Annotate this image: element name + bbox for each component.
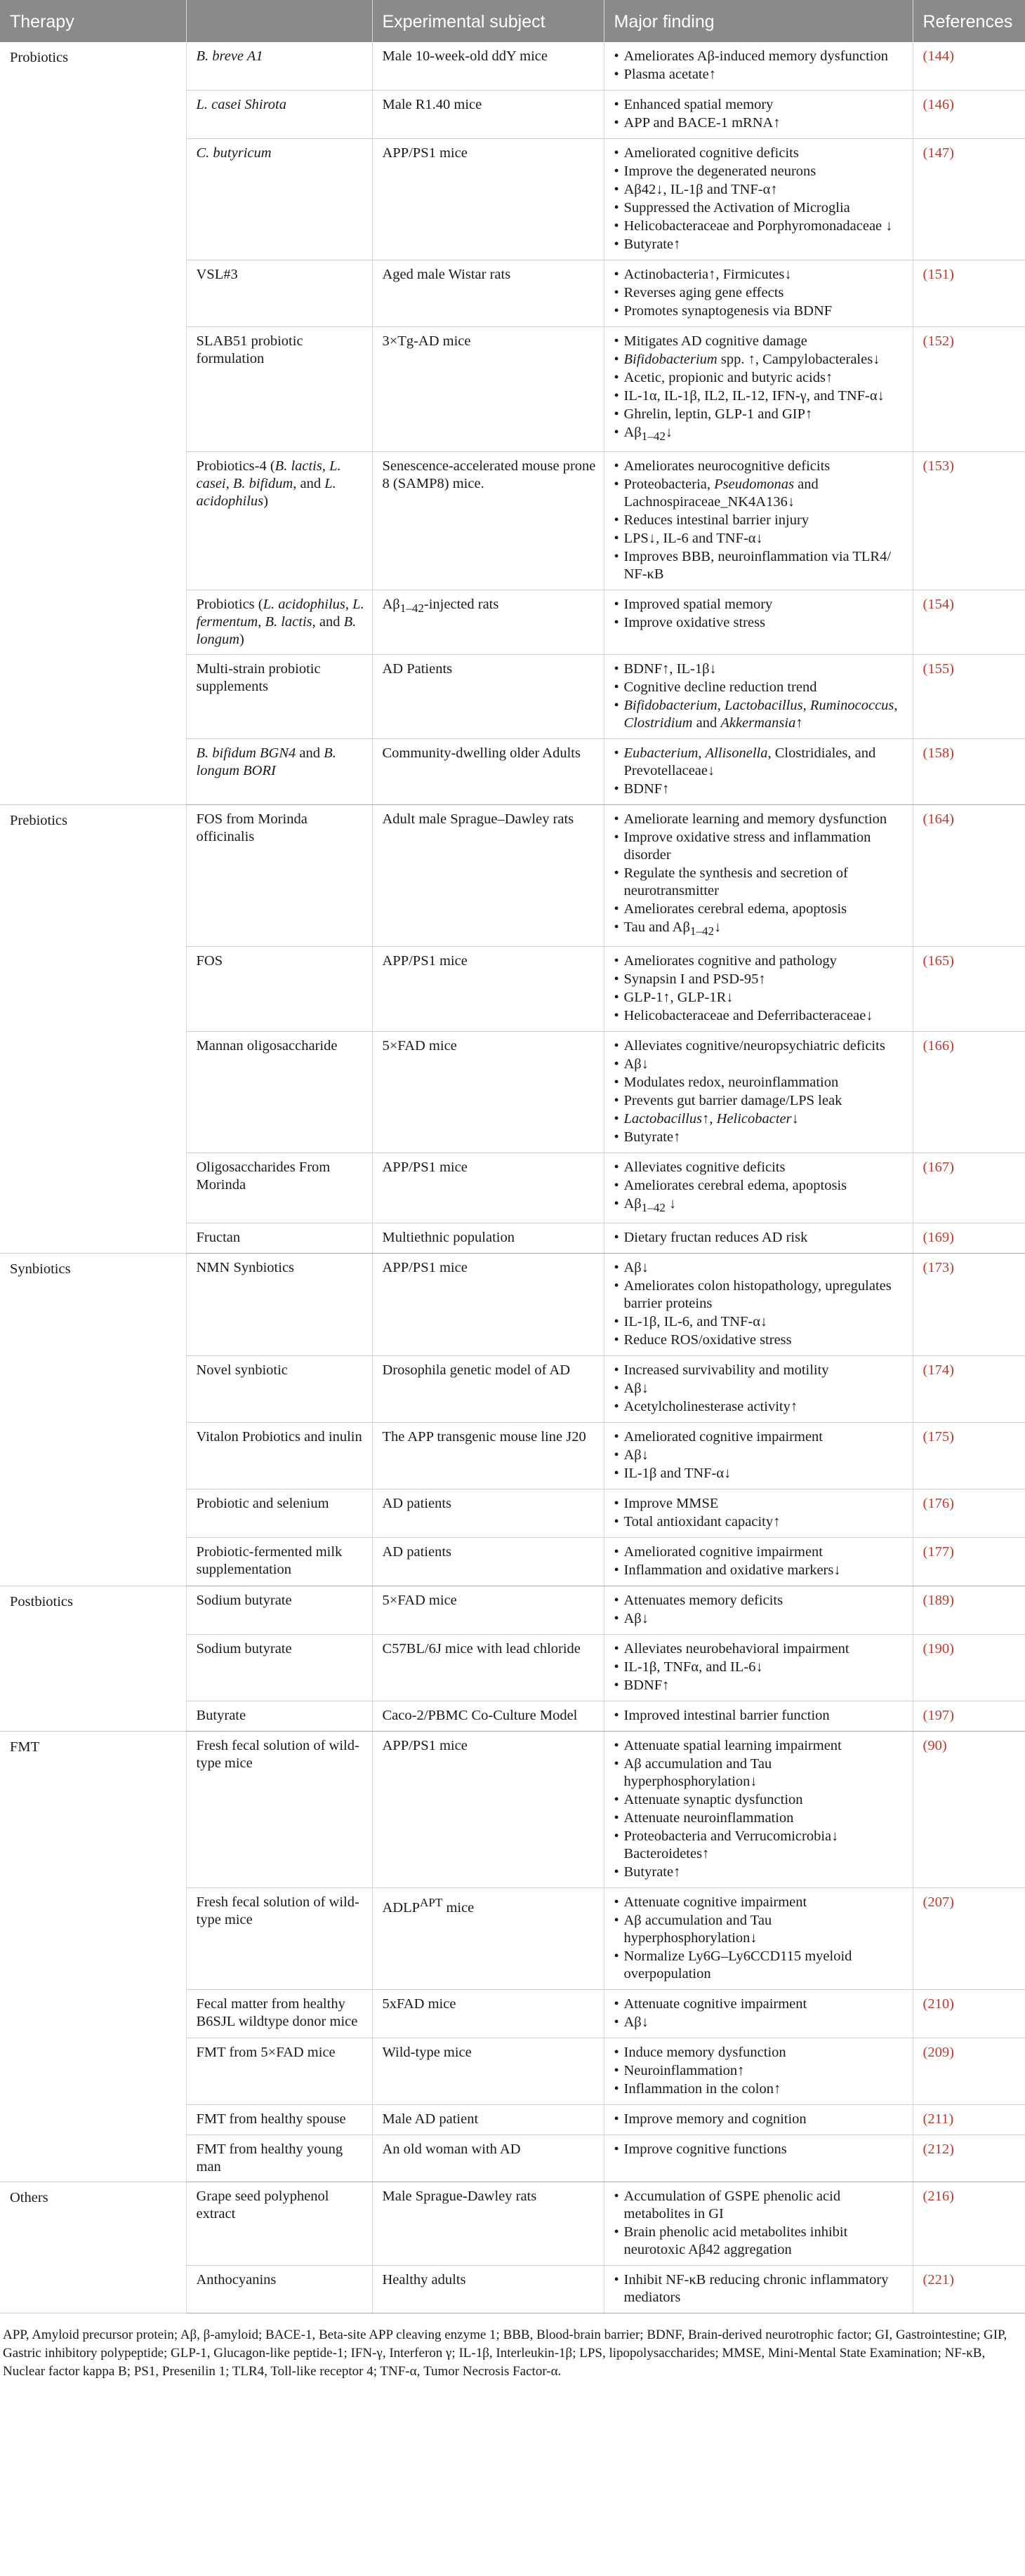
finding-item: • Improve oxidative stress — [614, 614, 906, 632]
finding-item: • Bifidobacterium spp. ↑, Campylobacterales↓ — [614, 351, 906, 369]
subject-cell: Male AD patient — [372, 2105, 604, 2135]
finding-list — [614, 2141, 906, 2158]
finding-item: • Butyrate↑ — [614, 1129, 906, 1146]
finding-item: • Ameliorate learning and memory dysfunction — [614, 811, 906, 828]
finding-item: • Ameliorates colon histopathology, upregulates barrier proteins — [614, 1277, 906, 1313]
finding-cell — [604, 1701, 913, 1732]
finding-item: • Attenuate cognitive impairment — [614, 1894, 906, 1911]
finding-cell — [604, 2038, 913, 2105]
agent-cell: L. casei Shirota — [186, 91, 372, 139]
therapy-cell: Others — [0, 2182, 186, 2313]
finding-item: • APP and BACE-1 mRNA↑ — [614, 114, 906, 132]
agent-cell: Fresh fecal solution of wild-type mice — [186, 1732, 372, 1888]
finding-list — [614, 745, 906, 798]
reference-link[interactable]: (173) — [922, 1260, 954, 1276]
reference-cell — [913, 260, 1025, 327]
reference-link[interactable]: (197) — [922, 1708, 954, 1724]
reference-cell — [913, 739, 1025, 805]
table-row — [0, 1732, 1025, 1888]
reference-link[interactable]: (167) — [922, 1160, 954, 1176]
finding-cell — [604, 327, 913, 452]
finding-cell — [604, 260, 913, 327]
subject-cell: APP/PS1 mice — [372, 1254, 604, 1356]
reference-cell — [913, 91, 1025, 139]
finding-cell — [604, 1586, 913, 1635]
reference-cell — [913, 2182, 1025, 2266]
finding-list — [614, 1159, 906, 1216]
subject-cell: Drosophila genetic model of AD — [372, 1356, 604, 1423]
finding-cell — [604, 1732, 913, 1888]
finding-cell — [604, 1489, 913, 1538]
agent-cell: Probiotics-4 (B. lactis, L. casei, B. bifidum, and L. acidophilus) — [186, 452, 372, 590]
finding-item: • IL-1β, TNFα, and IL-6↓ — [614, 1659, 906, 1676]
finding-item: • Aβ42↓, IL-1β and TNF-α↑ — [614, 181, 906, 199]
finding-item: • Plasma acetate↑ — [614, 66, 906, 84]
finding-item: • Helicobacteraceae and Deferribacteraceae↓ — [614, 1007, 906, 1025]
finding-item: • Modulates redox, neuroinflammation — [614, 1074, 906, 1091]
subject-cell: 3×Tg-AD mice — [372, 327, 604, 452]
finding-item: • Actinobacteria↑, Firmicutes↓ — [614, 266, 906, 284]
finding-item: • Cognitive decline reduction trend — [614, 679, 906, 696]
finding-item: • $A\beta_{1-42}↓$ — [614, 424, 906, 445]
finding-cell — [604, 1356, 913, 1423]
finding-item: • Suppressed the Activation of Microglia — [614, 199, 906, 217]
reference-link[interactable]: (153) — [922, 458, 954, 474]
reference-link[interactable]: (216) — [922, 2189, 954, 2205]
table-row — [0, 1254, 1025, 1356]
finding-item: • Ameliorates neurocognitive deficits — [614, 458, 906, 475]
finding-list — [614, 1362, 906, 1416]
finding-item: • Ghrelin, leptin, GLP-1 and GIP↑ — [614, 406, 906, 423]
subject-cell: AD patients — [372, 1538, 604, 1586]
agent-cell: FOS from Morinda officinalis — [186, 805, 372, 947]
table-body — [0, 42, 1025, 2313]
finding-item: • Mitigates AD cognitive damage — [614, 333, 906, 350]
finding-item: • Induce memory dysfunction — [614, 2044, 906, 2062]
header-subject: Experimental subject — [372, 0, 604, 42]
agent-cell: Probiotic-fermented milk supplementation — [186, 1538, 372, 1586]
finding-item: • Attenuate cognitive impairment — [614, 1996, 906, 2013]
finding-item: • IL-1β and TNF-α↓ — [614, 1465, 906, 1482]
finding-item: • $A\beta_{1-42}$ ↓ — [614, 1195, 906, 1216]
finding-item: • Improved spatial memory — [614, 596, 906, 613]
finding-cell — [604, 139, 913, 260]
header-references: References — [913, 0, 1025, 42]
reference-cell — [913, 1356, 1025, 1423]
finding-list — [614, 1259, 906, 1349]
finding-item: • Attenuate synaptic dysfunction — [614, 1791, 906, 1809]
finding-cell — [604, 1423, 913, 1489]
finding-item: • Ameliorates cognitive and pathology — [614, 952, 906, 970]
agent-cell: Probiotics (L. acidophilus, L. fermentum, B. lactis, and B. longum) — [186, 590, 372, 655]
finding-item: • Regulate the synthesis and secretion of neurotransmitter — [614, 865, 906, 900]
finding-item: • Alleviates cognitive deficits — [614, 1159, 906, 1176]
finding-item: • Butyrate↑ — [614, 1864, 906, 1881]
reference-cell — [913, 1732, 1025, 1888]
agent-cell: Fresh fecal solution of wild-type mice — [186, 1888, 372, 1990]
subject-cell: Senescence-accelerated mouse prone 8 (SAMP8) mice. — [372, 452, 604, 590]
finding-item: • Alleviates neurobehavioral impairment — [614, 1640, 906, 1658]
finding-item: • Acetylcholinesterase activity↑ — [614, 1398, 906, 1416]
reference-cell — [913, 42, 1025, 91]
finding-item: • Dietary fructan reduces AD risk — [614, 1229, 906, 1247]
reference-cell — [913, 805, 1025, 947]
header-agent — [186, 0, 372, 42]
reference-cell — [913, 947, 1025, 1032]
finding-item: • Tau and $A\beta_{1-42}↓$ — [614, 919, 906, 940]
reference-link[interactable]: (144) — [922, 48, 954, 64]
finding-item: • Improve memory and cognition — [614, 2111, 906, 2128]
finding-item: • Ameliorates cerebral edema, apoptosis — [614, 1177, 906, 1195]
finding-cell — [604, 1990, 913, 2038]
finding-item: • Increased survivability and motility — [614, 1362, 906, 1379]
finding-cell — [604, 2266, 913, 2313]
finding-list — [614, 1037, 906, 1146]
therapy-cell: Postbiotics — [0, 1586, 186, 1732]
finding-item: • Enhanced spatial memory — [614, 96, 906, 114]
agent-cell: NMN Synbiotics — [186, 1254, 372, 1356]
agent-cell: C. butyricum — [186, 139, 372, 260]
reference-link[interactable]: (189) — [922, 1593, 954, 1609]
agent-cell: FMT from 5×FAD mice — [186, 2038, 372, 2105]
table-footnote: APP, Amyloid precursor protein; Aβ, β-amyloid; BACE-1, Beta-site APP cleaving enzyme 1; BBB, Blood-brain barrier; BDNF, Brain-derived neurotrophic factor; GI, Gastrointestine; GIP, Gastric inhibitory polypeptide; GLP-1, Glucagon-like peptide-1; IFN-γ, Interferon γ; IL-1β, Interleukin-1β; LPS, lipopolysaccharides; MMSE, Mini-Mental State Examination; NF-κB, Nuclear factor kappa B; PS1, Presenilin 1; TLR4, Toll-like receptor 4; TNF-α, Tumor Necrosis Factor-α. — [3, 2328, 1007, 2379]
finding-cell — [604, 1635, 913, 1701]
reference-link[interactable]: (151) — [922, 267, 954, 282]
finding-list — [614, 1495, 906, 1531]
finding-item: • Aβ↓ — [614, 1447, 906, 1464]
finding-item: • Aβ↓ — [614, 1380, 906, 1397]
reference-cell — [913, 139, 1025, 260]
finding-list — [614, 1996, 906, 2031]
finding-item: • Ameliorates Aβ-induced memory dysfunction — [614, 48, 906, 65]
finding-item: • Eubacterium, Allisonella, Clostridiales, and Prevotellaceae↓ — [614, 745, 906, 780]
finding-cell — [604, 2182, 913, 2266]
finding-item: • Attenuates memory deficits — [614, 1592, 906, 1609]
agent-cell: Mannan oligosaccharide — [186, 1032, 372, 1153]
reference-link[interactable]: (169) — [922, 1230, 954, 1246]
finding-list — [614, 1428, 906, 1482]
agent-cell: Grape seed polyphenol extract — [186, 2182, 372, 2266]
finding-list — [614, 2044, 906, 2098]
finding-item: • Normalize Ly6G–Ly6CCD115 myeloid overpopulation — [614, 1948, 906, 1983]
finding-list — [614, 458, 906, 583]
subject-cell: C57BL/6J mice with lead chloride — [372, 1635, 604, 1701]
reference-cell — [913, 2135, 1025, 2182]
finding-list — [614, 266, 906, 320]
finding-cell — [604, 91, 913, 139]
reference-cell — [913, 2105, 1025, 2135]
finding-list — [614, 1894, 906, 1983]
subject-cell: APP/PS1 mice — [372, 139, 604, 260]
finding-list — [614, 952, 906, 1025]
reference-link[interactable]: (221) — [922, 2272, 954, 2288]
reference-cell — [913, 2038, 1025, 2105]
subject-cell: $ADLP^{APT}$ mice — [372, 1888, 604, 1990]
finding-list — [614, 2188, 906, 2259]
table-row — [0, 42, 1025, 91]
finding-item: • Ameliorated cognitive impairment — [614, 1428, 906, 1446]
finding-item: • Butyrate↑ — [614, 236, 906, 253]
finding-item: • Aβ↓ — [614, 2014, 906, 2031]
reference-link[interactable]: (174) — [922, 1362, 954, 1379]
reference-link[interactable]: (164) — [922, 811, 954, 828]
finding-item: • Improves BBB, neuroinflammation via TLR4/ NF-κB — [614, 548, 906, 583]
agent-cell: SLAB51 probiotic formulation — [186, 327, 372, 452]
subject-cell: Multiethnic population — [372, 1223, 604, 1254]
finding-list — [614, 1737, 906, 1881]
agent-cell: Fecal matter from healthy B6SJL wildtype donor mice — [186, 1990, 372, 2038]
agent-cell: Vitalon Probiotics and inulin — [186, 1423, 372, 1489]
reference-cell — [913, 1701, 1025, 1732]
finding-item: • Promotes synaptogenesis via BDNF — [614, 303, 906, 320]
finding-cell — [604, 739, 913, 805]
reference-cell — [913, 590, 1025, 655]
subject-cell: An old woman with AD — [372, 2135, 604, 2182]
subject-cell: 5xFAD mice — [372, 1990, 604, 2038]
reference-link[interactable]: (175) — [922, 1429, 954, 1445]
finding-item: • IL-1β, IL-6, and TNF-α↓ — [614, 1313, 906, 1331]
agent-cell: VSL#3 — [186, 260, 372, 327]
finding-item: • Attenuate spatial learning impairment — [614, 1737, 906, 1755]
finding-item: • Prevents gut barrier damage/LPS leak — [614, 1092, 906, 1110]
agent-cell: Probiotic and selenium — [186, 1489, 372, 1538]
header-finding: Major finding — [604, 0, 913, 42]
finding-item: • Improve the degenerated neurons — [614, 163, 906, 180]
reference-cell — [913, 1888, 1025, 1990]
reference-cell — [913, 1586, 1025, 1635]
reference-link[interactable]: (155) — [922, 661, 954, 677]
finding-item: • Bifidobacterium, Lactobacillus, Ruminococcus, Clostridium and Akkermansia↑ — [614, 697, 906, 732]
finding-item: • IL-1α, IL-1β, IL2, IL-12, IFN-γ, and TNF-α↓ — [614, 387, 906, 405]
finding-cell — [604, 1032, 913, 1153]
finding-item: • Lactobacillus↑, Helicobacter↓ — [614, 1110, 906, 1128]
finding-list — [614, 1543, 906, 1579]
finding-item: • Improved intestinal barrier function — [614, 1707, 906, 1725]
finding-list — [614, 2271, 906, 2306]
finding-item: • Reduce ROS/oxidative stress — [614, 1332, 906, 1349]
agent-cell: Novel synbiotic — [186, 1356, 372, 1423]
subject-cell: Caco-2/PBMC Co-Culture Model — [372, 1701, 604, 1732]
subject-cell: AD Patients — [372, 655, 604, 739]
finding-item: • Attenuate neuroinflammation — [614, 1810, 906, 1827]
subject-cell: AD patients — [372, 1489, 604, 1538]
finding-list — [614, 660, 906, 732]
agent-cell: Fructan — [186, 1223, 372, 1254]
subject-cell: Adult male Sprague–Dawley rats — [372, 805, 604, 947]
finding-list — [614, 1707, 906, 1725]
subject-cell: APP/PS1 mice — [372, 947, 604, 1032]
finding-item: • Aβ accumulation and Tau hyperphosphorylation↓ — [614, 1755, 906, 1791]
subject-cell: $A\beta_{1-42}$-injected rats — [372, 590, 604, 655]
reference-link[interactable]: (90) — [922, 1738, 947, 1754]
subject-cell: Wild-type mice — [372, 2038, 604, 2105]
finding-cell — [604, 947, 913, 1032]
finding-list — [614, 1640, 906, 1694]
subject-cell: Healthy adults — [372, 2266, 604, 2313]
reference-link[interactable]: (177) — [922, 1544, 954, 1560]
finding-item: • Proteobacteria, Pseudomonas and Lachnospiraceae_NK4A136↓ — [614, 476, 906, 511]
finding-item: • Helicobacteraceae and Porphyromonadaceae ↓ — [614, 218, 906, 235]
reference-cell — [913, 2266, 1025, 2313]
reference-cell — [913, 1254, 1025, 1356]
finding-list — [614, 596, 906, 632]
subject-cell: Male R1.40 mice — [372, 91, 604, 139]
agent-cell: FMT from healthy young man — [186, 2135, 372, 2182]
reference-link[interactable]: (210) — [922, 1996, 954, 2012]
header-row — [0, 0, 1025, 42]
finding-cell — [604, 1223, 913, 1254]
finding-item: • Ameliorated cognitive deficits — [614, 145, 906, 162]
finding-cell — [604, 2105, 913, 2135]
reference-link[interactable]: (165) — [922, 953, 954, 969]
table-header — [0, 0, 1025, 42]
table-row — [0, 2182, 1025, 2266]
reference-link[interactable]: (209) — [922, 2045, 954, 2061]
reference-link[interactable]: (190) — [922, 1641, 954, 1657]
finding-item: • Improve oxidative stress and inflammation disorder — [614, 829, 906, 864]
reference-link[interactable]: (166) — [922, 1038, 954, 1054]
finding-item: • Accumulation of GSPE phenolic acid metabolites in GI — [614, 2188, 906, 2223]
finding-item: • BDNF↑ — [614, 781, 906, 798]
reference-cell — [913, 1538, 1025, 1586]
reference-cell — [913, 1423, 1025, 1489]
finding-item: • LPS↓, IL-6 and TNF-α↓ — [614, 530, 906, 547]
finding-item: • Improve MMSE — [614, 1495, 906, 1513]
finding-item: • Aβ↓ — [614, 1259, 906, 1277]
reference-link[interactable]: (158) — [922, 745, 954, 762]
reference-link[interactable]: (147) — [922, 145, 954, 161]
reference-cell — [913, 452, 1025, 590]
finding-list — [614, 333, 906, 445]
finding-cell — [604, 655, 913, 739]
agent-cell: Multi-strain probiotic supplements — [186, 655, 372, 739]
finding-item: • GLP-1↑, GLP-1R↓ — [614, 989, 906, 1007]
reference-cell — [913, 1489, 1025, 1538]
finding-item: • Aβ↓ — [614, 1610, 906, 1628]
reference-cell — [913, 1032, 1025, 1153]
subject-cell: Male Sprague-Dawley rats — [372, 2182, 604, 2266]
reference-link[interactable]: (146) — [922, 97, 954, 112]
finding-item: • Inflammation and oxidative markers↓ — [614, 1562, 906, 1579]
reference-link[interactable]: (211) — [922, 2111, 954, 2127]
agent-cell: Sodium butyrate — [186, 1586, 372, 1635]
finding-list — [614, 145, 906, 253]
finding-item: • Ameliorated cognitive impairment — [614, 1543, 906, 1561]
finding-item: • Aβ↓ — [614, 1056, 906, 1073]
reference-cell — [913, 1990, 1025, 2038]
finding-item: • Ameliorates cerebral edema, apoptosis — [614, 901, 906, 918]
finding-cell — [604, 2135, 913, 2182]
subject-cell: Aged male Wistar rats — [372, 260, 604, 327]
reference-link[interactable]: (212) — [922, 2142, 954, 2158]
finding-item: • Aβ accumulation and Tau hyperphosphorylation↓ — [614, 1912, 906, 1947]
finding-item: • Neuroinflammation↑ — [614, 2062, 906, 2080]
finding-cell — [604, 42, 913, 91]
reference-link[interactable]: (154) — [922, 597, 954, 613]
reference-link[interactable]: (176) — [922, 1496, 954, 1512]
finding-list — [614, 811, 906, 940]
subject-cell: APP/PS1 mice — [372, 1153, 604, 1223]
finding-list — [614, 96, 906, 132]
subject-cell: 5×FAD mice — [372, 1586, 604, 1635]
finding-item: • Alleviates cognitive/neuropsychiatric deficits — [614, 1037, 906, 1055]
finding-item: • Synapsin I and PSD-95↑ — [614, 971, 906, 988]
reference-cell — [913, 327, 1025, 452]
reference-link[interactable]: (152) — [922, 333, 954, 349]
agent-cell: B. breve A1 — [186, 42, 372, 91]
agent-cell: Butyrate — [186, 1701, 372, 1732]
finding-list — [614, 1229, 906, 1247]
reference-cell — [913, 655, 1025, 739]
finding-cell — [604, 1538, 913, 1586]
finding-cell — [604, 805, 913, 947]
therapy-cell: FMT — [0, 1732, 186, 2182]
reference-cell — [913, 1223, 1025, 1254]
finding-cell — [604, 452, 913, 590]
finding-list — [614, 1592, 906, 1628]
subject-cell: APP/PS1 mice — [372, 1732, 604, 1888]
finding-list — [614, 2111, 906, 2128]
finding-item: • Inhibit NF-κB reducing chronic inflammatory mediators — [614, 2271, 906, 2306]
reference-cell — [913, 1635, 1025, 1701]
agent-cell: FMT from healthy spouse — [186, 2105, 372, 2135]
subject-cell: The APP transgenic mouse line J20 — [372, 1423, 604, 1489]
subject-cell: Community-dwelling older Adults — [372, 739, 604, 805]
finding-item: • Proteobacteria and Verrucomicrobia↓ Bacteroidetes↑ — [614, 1828, 906, 1863]
header-therapy: Therapy — [0, 0, 186, 42]
subject-cell: Male 10-week-old ddY mice — [372, 42, 604, 91]
finding-item: • Reduces intestinal barrier injury — [614, 512, 906, 529]
reference-cell — [913, 1153, 1025, 1223]
therapy-cell: Probiotics — [0, 42, 186, 805]
finding-item: • Inflammation in the colon↑ — [614, 2080, 906, 2098]
finding-item: • BDNF↑, IL-1β↓ — [614, 660, 906, 678]
finding-cell — [604, 1153, 913, 1223]
agent-cell: B. bifidum BGN4 and B. longum BORI — [186, 739, 372, 805]
reference-link[interactable]: (207) — [922, 1894, 954, 1911]
subject-cell: 5×FAD mice — [372, 1032, 604, 1153]
finding-cell — [604, 1888, 913, 1990]
agent-cell: Oligosaccharides From Morinda — [186, 1153, 372, 1223]
finding-item: • Brain phenolic acid metabolites inhibit neurotoxic Aβ42 aggregation — [614, 2224, 906, 2259]
finding-cell — [604, 1254, 913, 1356]
agent-cell: Anthocyanins — [186, 2266, 372, 2313]
agent-cell: FOS — [186, 947, 372, 1032]
therapy-cell: Synbiotics — [0, 1254, 186, 1586]
finding-list — [614, 48, 906, 84]
finding-item: • BDNF↑ — [614, 1677, 906, 1694]
finding-item: • Total antioxidant capacity↑ — [614, 1513, 906, 1531]
table-row — [0, 805, 1025, 947]
finding-cell — [604, 590, 913, 655]
finding-item: • Improve cognitive functions — [614, 2141, 906, 2158]
finding-item: • Acetic, propionic and butyric acids↑ — [614, 369, 906, 387]
finding-item: • Reverses aging gene effects — [614, 284, 906, 302]
therapy-cell: Prebiotics — [0, 805, 186, 1254]
table-row — [0, 1586, 1025, 1635]
agent-cell: Sodium butyrate — [186, 1635, 372, 1701]
